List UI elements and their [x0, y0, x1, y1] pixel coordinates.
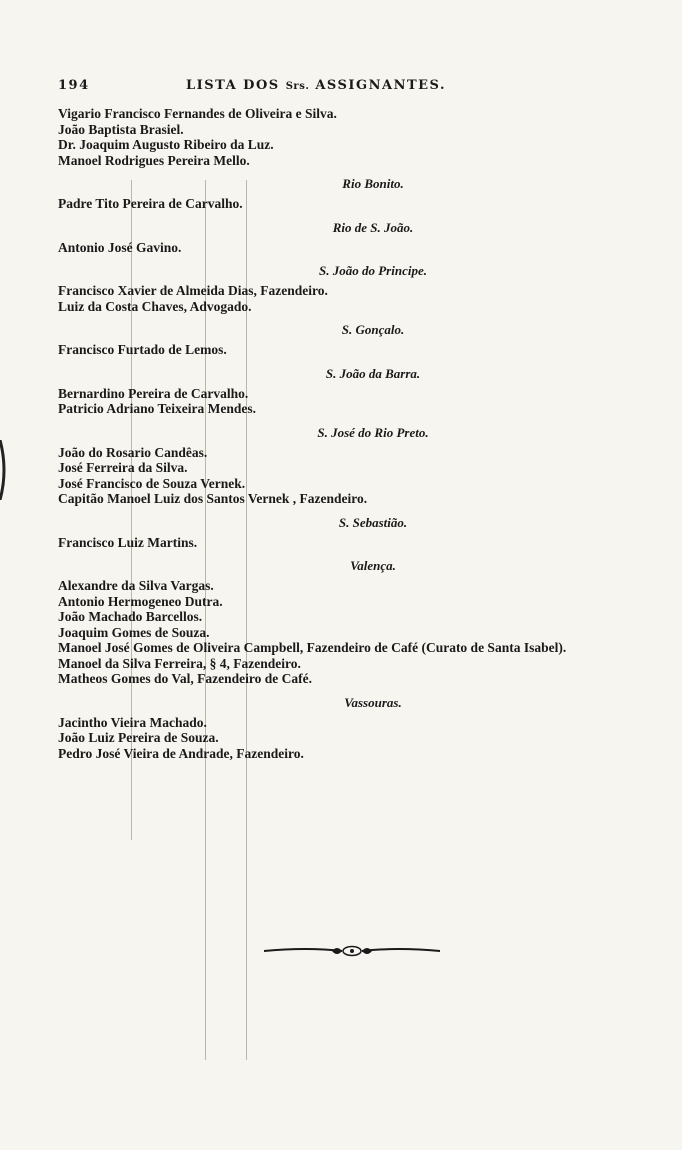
subscriber-name: João Machado Barcellos. — [58, 609, 203, 624]
subscriber-name: Francisco Furtado de Lemos. — [58, 342, 227, 357]
place-heading: S. Sebastião. — [338, 514, 408, 530]
subscriber-name: Bernardino Pereira de Carvalho. — [58, 385, 249, 401]
place-heading: S. João do Principe. — [319, 263, 427, 278]
subscriber-name: Patricio Adriano Teixeira Mendes. — [58, 401, 256, 416]
subscriber-name: João do Rosario Candêas. — [58, 444, 208, 460]
place-heading: Rio Bonito. — [342, 176, 404, 191]
section-valenca — [58, 557, 648, 687]
place-heading: Rio de S. João. — [332, 219, 414, 235]
place-heading: Vassouras. — [344, 694, 402, 710]
subscriber-name: Antonio José Gavino. — [58, 239, 182, 255]
subscriber-name: Matheos Gomes do Val, Fazendeiro de Café. — [58, 671, 312, 686]
section-s-joao-do-principe — [58, 262, 648, 314]
subscriber-name: Manoel José Gomes de Oliveira Campbell, Fazendeiro de Café (Curato de Santa Isabel). — [58, 640, 567, 655]
subscriber-name: Francisco Luiz Martins. — [58, 534, 198, 550]
title-end: ASSIGNANTES. — [315, 78, 446, 93]
title-main: LISTA DOS — [186, 78, 280, 93]
subscriber-name: Jacintho Vieira Machado. — [58, 714, 207, 730]
subscriber-name: Dr. Joaquim Augusto Ribeiro da Luz. — [58, 137, 274, 152]
page-title — [118, 78, 514, 93]
section-rio-bonito — [58, 175, 648, 212]
subscriber-name: Antonio Hermogeneo Dutra. — [58, 593, 223, 609]
subscriber-name: Joaquim Gomes de Souza. — [58, 624, 210, 640]
title-small: Srs. — [285, 81, 310, 92]
section-vassouras — [58, 694, 648, 762]
page-number: 194 — [58, 78, 90, 93]
section-s-sebastiao — [58, 514, 648, 551]
place-heading: S. Gonçalo. — [341, 322, 405, 337]
place-heading: S. João da Barra. — [325, 365, 421, 381]
place-heading: Valença. — [350, 558, 396, 573]
subscriber-name: João Luiz Pereira de Souza. — [58, 730, 219, 745]
subscriber-list — [58, 106, 648, 768]
section-s-goncalo — [58, 321, 648, 358]
subscriber-name: José Ferreira da Silva. — [58, 460, 188, 475]
subscriber-name: Pedro José Vieira de Andrade, Fazendeiro. — [58, 745, 304, 761]
tailpiece-ornament-icon — [262, 944, 442, 958]
subscriber-name: Alexandre da Silva Vargas. — [58, 578, 214, 593]
section-s-joao-da-barra — [58, 365, 648, 417]
running-header — [58, 78, 514, 93]
subscriber-name: João Baptista Brasiel. — [58, 121, 184, 137]
subscriber-name: Manoel Rodrigues Pereira Mello. — [58, 152, 250, 168]
subscriber-name: Francisco Xavier de Almeida Dias, Fazendeiro. — [58, 283, 328, 298]
section-rio-de-s-joao — [58, 219, 648, 256]
section-0 — [58, 106, 648, 168]
section-s-jose-do-rio-preto — [58, 424, 648, 507]
subscriber-name: Luiz da Costa Chaves, Advogado. — [58, 298, 252, 314]
subscriber-name: Vigario Francisco Fernandes de Oliveira e Silva. — [58, 106, 337, 121]
subscriber-name: Capitão Manoel Luiz dos Santos Vernek , Fazendeiro. — [58, 491, 368, 506]
page-edge-mark — [0, 440, 8, 500]
subscriber-name: Padre Tito Pereira de Carvalho. — [58, 196, 243, 211]
subscriber-name: José Francisco de Souza Vernek. — [58, 475, 246, 491]
subscriber-name: Manoel da Silva Ferreira, § 4, Fazendeiro. — [58, 655, 301, 671]
place-heading: S. José do Rio Preto. — [317, 424, 429, 440]
